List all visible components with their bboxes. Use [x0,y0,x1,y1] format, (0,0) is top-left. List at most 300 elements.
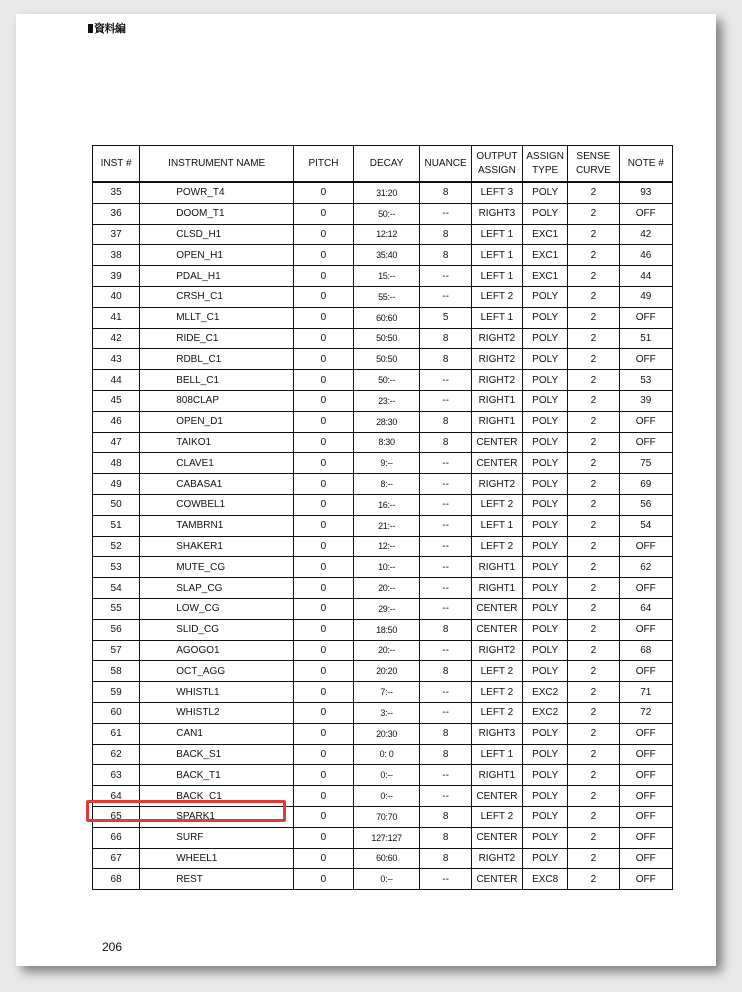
table-cell: SURF [140,827,294,848]
table-cell: -- [420,598,471,619]
table-cell: POLY [523,453,568,474]
table-cell: 2 [568,494,619,515]
table-cell: POLY [523,494,568,515]
table-cell: 52 [93,536,140,557]
table-row [93,266,673,287]
table-row [93,453,673,474]
table-cell: 15:-- [353,266,420,287]
table-cell: OFF [619,848,672,869]
table-cell: 49 [93,474,140,495]
table-cell: POLY [523,349,568,370]
table-cell: 808CLAP [140,390,294,411]
table-cell: OFF [619,786,672,807]
table-cell: 0 [294,578,354,599]
page-number: 206 [102,940,123,954]
table-cell: 20:-- [353,640,420,661]
table-cell: 0 [294,515,354,536]
table-cell: CENTER [471,827,522,848]
table-row [93,370,673,391]
table-cell: 0 [294,370,354,391]
table-cell: OFF [619,744,672,765]
table-cell: OPEN_H1 [140,245,294,266]
table-cell: 64 [619,598,672,619]
table-cell: 2 [568,286,619,307]
table-row [93,536,673,557]
table-cell: 62 [93,744,140,765]
table-cell: -- [420,453,471,474]
table-row [93,723,673,744]
column-header [619,146,672,183]
table-cell: 51 [619,328,672,349]
table-header [93,146,673,183]
table-cell: 8 [420,224,471,245]
table-cell: 2 [568,744,619,765]
table-cell: OCT_AGG [140,661,294,682]
table-cell: -- [420,557,471,578]
table-cell: BACK_S1 [140,744,294,765]
table-cell: 2 [568,453,619,474]
table-row [93,848,673,869]
table-cell: EXC1 [523,245,568,266]
table-cell: 8:30 [353,432,420,453]
table-cell: -- [420,266,471,287]
table-cell: 62 [619,557,672,578]
table-cell: -- [420,286,471,307]
table-cell: CENTER [471,453,522,474]
table-cell: 2 [568,827,619,848]
table-cell: 43 [93,349,140,370]
table-cell: OFF [619,432,672,453]
table-cell: 44 [619,266,672,287]
table-cell: 2 [568,245,619,266]
table-cell: POLY [523,765,568,786]
table-cell: 0 [294,682,354,703]
table-cell: 55:-- [353,286,420,307]
table-cell: 60:60 [353,307,420,328]
table-cell: 2 [568,848,619,869]
table-cell: 2 [568,765,619,786]
table-cell: 2 [568,869,619,890]
table-cell: CLSD_H1 [140,224,294,245]
table-cell: 12:12 [353,224,420,245]
table-cell: POLY [523,619,568,640]
table-cell: BACK_C1 [140,786,294,807]
table-row [93,224,673,245]
table-cell: 0 [294,328,354,349]
table-cell: 2 [568,224,619,245]
table-row [93,494,673,515]
table-cell: -- [420,786,471,807]
table-cell: RIGHT1 [471,765,522,786]
table-cell: OFF [619,806,672,827]
table-cell: 58 [93,661,140,682]
table-cell: 54 [93,578,140,599]
document-page [16,14,716,966]
table-cell: 28:30 [353,411,420,432]
table-cell: POLY [523,827,568,848]
table-row [93,619,673,640]
table-cell: -- [420,203,471,224]
table-cell: -- [420,515,471,536]
table-cell: 2 [568,806,619,827]
table-cell: RIGHT2 [471,328,522,349]
table-cell: 36 [93,203,140,224]
table-cell: OFF [619,661,672,682]
table-cell: POWR_T4 [140,182,294,203]
table-cell: TAMBRN1 [140,515,294,536]
table-cell: 23:-- [353,390,420,411]
table-cell: 8 [420,806,471,827]
table-cell: CLAVE1 [140,453,294,474]
table-row [93,286,673,307]
table-cell: 49 [619,286,672,307]
table-cell: OFF [619,723,672,744]
table-cell: 2 [568,536,619,557]
table-cell: AGOGO1 [140,640,294,661]
table-cell: -- [420,494,471,515]
table-cell: LEFT 1 [471,266,522,287]
table-cell: -- [420,640,471,661]
table-row [93,245,673,266]
table-cell: 2 [568,349,619,370]
table-cell: 53 [619,370,672,391]
table-cell: 8:-- [353,474,420,495]
column-header-label: DECAY [369,157,404,169]
table-cell: OPEN_D1 [140,411,294,432]
table-row [93,578,673,599]
table-cell: 2 [568,723,619,744]
column-header [471,146,522,183]
table-cell: POLY [523,307,568,328]
table-cell: POLY [523,806,568,827]
table-cell: OFF [619,536,672,557]
column-header-label: OUTPUT [476,150,518,162]
table-cell: COWBEL1 [140,494,294,515]
column-header [420,146,471,183]
column-header-label: ASSIGN [526,150,565,162]
table-cell: 0 [294,453,354,474]
table-cell: TAIKO1 [140,432,294,453]
table-cell: 35:40 [353,245,420,266]
table-cell: 2 [568,266,619,287]
table-cell: POLY [523,411,568,432]
column-header-label: CURVE [575,164,611,176]
table-cell: 8 [420,723,471,744]
table-cell: 50 [93,494,140,515]
table-cell: 20:-- [353,578,420,599]
table-cell: 61 [93,723,140,744]
table-cell: 8 [420,182,471,203]
table-cell: 5 [420,307,471,328]
table-cell: 46 [619,245,672,266]
table-cell: -- [420,370,471,391]
table-cell: LEFT 1 [471,744,522,765]
table-cell: SPARK1 [140,806,294,827]
column-header [93,146,140,183]
header-block-icon [88,24,93,33]
table-cell: LEFT 3 [471,182,522,203]
table-cell: RIGHT1 [471,557,522,578]
table-cell: 0 [294,640,354,661]
table-cell: 16:-- [353,494,420,515]
table-cell: LEFT 1 [471,307,522,328]
table-cell: 8 [420,661,471,682]
table-cell: OFF [619,349,672,370]
table-cell: 8 [420,411,471,432]
table-cell: 63 [93,765,140,786]
table-row [93,827,673,848]
table-cell: 2 [568,474,619,495]
table-cell: 51 [93,515,140,536]
table-cell: 0 [294,786,354,807]
table-cell: RIGHT3 [471,203,522,224]
table-cell: 68 [93,869,140,890]
table-row [93,474,673,495]
table-row [93,765,673,786]
table-cell: 55 [93,598,140,619]
table-cell: 2 [568,682,619,703]
table-cell: 0 [294,203,354,224]
table-cell: 37 [93,224,140,245]
table-cell: POLY [523,744,568,765]
table-cell: 8 [420,432,471,453]
table-cell: 12:-- [353,536,420,557]
table-cell: LEFT 2 [471,494,522,515]
table-cell: OFF [619,578,672,599]
table-cell: 0 [294,723,354,744]
column-header [140,146,294,183]
table-cell: 67 [93,848,140,869]
table-cell: 20:20 [353,661,420,682]
table-cell: 0 [294,245,354,266]
highlight-box [86,800,286,822]
table-cell: POLY [523,640,568,661]
table-cell: MLLT_C1 [140,307,294,328]
table-cell: RIGHT3 [471,723,522,744]
table-cell: 8 [420,245,471,266]
column-header-label: PITCH [308,157,339,169]
table-row [93,744,673,765]
table-row [93,307,673,328]
table-row [93,182,673,203]
table-cell: LEFT 2 [471,661,522,682]
table-cell: 0 [294,869,354,890]
table-cell: 42 [93,328,140,349]
table-cell: 2 [568,557,619,578]
table-cell: 7:-- [353,682,420,703]
table-cell: CENTER [471,432,522,453]
table-cell: 57 [93,640,140,661]
table-cell: RIGHT2 [471,474,522,495]
table-cell: 0 [294,390,354,411]
table-cell: OFF [619,827,672,848]
table-cell: 8 [420,328,471,349]
table-cell: POLY [523,286,568,307]
table-cell: 0 [294,765,354,786]
table-cell: -- [420,536,471,557]
table-cell: 2 [568,411,619,432]
table-cell: RIGHT1 [471,578,522,599]
table-cell: SHAKER1 [140,536,294,557]
table-cell: DOOM_T1 [140,203,294,224]
table-cell: REST [140,869,294,890]
table-cell: 2 [568,702,619,723]
table-cell: 42 [619,224,672,245]
table-cell: POLY [523,432,568,453]
table-row [93,203,673,224]
table-cell: RIGHT2 [471,349,522,370]
table-cell: 2 [568,598,619,619]
table-cell: 60:60 [353,848,420,869]
table-cell: CAN1 [140,723,294,744]
table-cell: 2 [568,390,619,411]
table-cell: 50:50 [353,349,420,370]
table-cell: 56 [619,494,672,515]
table-cell: 0 [294,266,354,287]
table-cell: 18:50 [353,619,420,640]
table-cell: 59 [93,682,140,703]
table-cell: -- [420,390,471,411]
table-cell: LOW_CG [140,598,294,619]
table-cell: OFF [619,411,672,432]
table-cell: 75 [619,453,672,474]
table-cell: 68 [619,640,672,661]
header-text: 資料編 [94,23,126,35]
table-cell: 48 [93,453,140,474]
table-cell: MUTE_CG [140,557,294,578]
table-cell: 0:-- [353,786,420,807]
table-cell: OFF [619,307,672,328]
table-cell: 60 [93,702,140,723]
table-row [93,702,673,723]
table-cell: RIGHT1 [471,390,522,411]
table-cell: 2 [568,203,619,224]
column-header-label: INST # [100,157,132,169]
section-header [88,20,126,36]
table-cell: 50:-- [353,203,420,224]
table-cell: 38 [93,245,140,266]
table-cell: -- [420,578,471,599]
table-cell: RDBL_C1 [140,349,294,370]
table-cell: LEFT 1 [471,224,522,245]
table-cell: 0:-- [353,765,420,786]
table-cell: 40 [93,286,140,307]
table-cell: RIGHT2 [471,370,522,391]
column-header-label: INSTRUMENT NAME [168,157,266,169]
table-cell: 0 [294,224,354,245]
table-cell: 35 [93,182,140,203]
table-cell: POLY [523,848,568,869]
table-cell: 8 [420,827,471,848]
table-header-row [93,146,673,183]
table-cell: EXC2 [523,702,568,723]
column-header [353,146,420,183]
table-row [93,661,673,682]
table-cell: 0 [294,411,354,432]
table-cell: 53 [93,557,140,578]
table-cell: 0 [294,349,354,370]
table-cell: 2 [568,432,619,453]
table-cell: POLY [523,598,568,619]
table-cell: 72 [619,702,672,723]
table-cell: 0 [294,286,354,307]
table-cell: CENTER [471,598,522,619]
table-cell: POLY [523,723,568,744]
table-cell: 0 [294,182,354,203]
table-cell: 56 [93,619,140,640]
column-header [294,146,354,183]
table-row [93,432,673,453]
column-header-label: ASSIGN [478,164,516,176]
table-cell: POLY [523,370,568,391]
table-cell: 0 [294,619,354,640]
table-row [93,349,673,370]
table-row [93,640,673,661]
table-cell: 41 [93,307,140,328]
table-cell: EXC2 [523,682,568,703]
table-cell: CENTER [471,619,522,640]
table-cell: 0: 0 [353,744,420,765]
table-cell: 0 [294,598,354,619]
table-cell: WHISTL2 [140,702,294,723]
table-row [93,682,673,703]
table-cell: -- [420,765,471,786]
table-cell: CABASA1 [140,474,294,495]
table-cell: RIGHT1 [471,411,522,432]
table-cell: 2 [568,786,619,807]
table-cell: LEFT 1 [471,245,522,266]
table-cell: -- [420,869,471,890]
table-cell: 0 [294,661,354,682]
table-body [93,182,673,890]
table-cell: WHISTL1 [140,682,294,703]
table-cell: LEFT 2 [471,536,522,557]
table-cell: 0 [294,494,354,515]
table-cell: LEFT 1 [471,515,522,536]
table-cell: 0 [294,806,354,827]
table-cell: RIDE_C1 [140,328,294,349]
table-cell: 39 [93,266,140,287]
table-cell: 0 [294,702,354,723]
table-row [93,390,673,411]
column-header-label: SENSE [576,150,611,162]
table-cell: 69 [619,474,672,495]
column-header [568,146,619,183]
table-cell: 93 [619,182,672,203]
table-row [93,557,673,578]
table-cell: CENTER [471,869,522,890]
table-cell: 0 [294,848,354,869]
table-cell: 65 [93,806,140,827]
table-row [93,328,673,349]
table-row [93,515,673,536]
table-cell: 2 [568,640,619,661]
table-cell: POLY [523,536,568,557]
table-cell: SLID_CG [140,619,294,640]
column-header-label: TYPE [532,164,559,176]
table-row [93,598,673,619]
table-cell: POLY [523,203,568,224]
table-cell: POLY [523,515,568,536]
table-cell: POLY [523,328,568,349]
table-cell: 0 [294,827,354,848]
table-cell: OFF [619,203,672,224]
table-cell: BACK_T1 [140,765,294,786]
table-cell: 45 [93,390,140,411]
column-header [523,146,568,183]
table-cell: LEFT 2 [471,682,522,703]
table-cell: OFF [619,765,672,786]
